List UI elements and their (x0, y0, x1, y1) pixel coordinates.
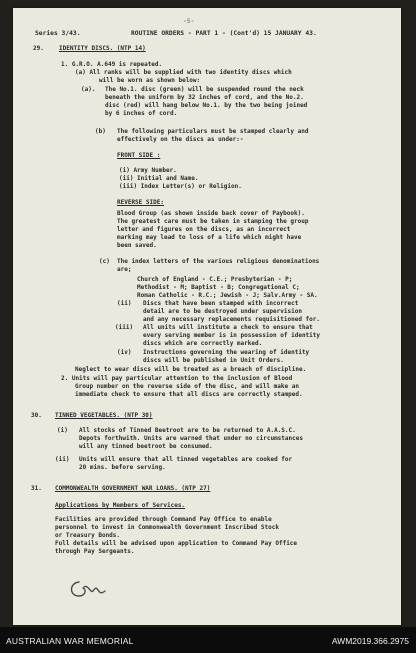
sub-label: (ii) (55, 456, 70, 463)
document-page (13, 8, 401, 625)
paragraph-line: immediate check to ensure that all discs are correctly stamped. (75, 391, 303, 398)
denomination-line: Methodist - M; Baptist - B; Congregational C; (137, 284, 300, 291)
subheading-reverse-side: REVERSE SIDE: (117, 199, 164, 206)
paragraph-line: All units will institute a check to ensure that (143, 324, 313, 331)
series-label: Series 3/43. (35, 30, 81, 37)
paragraph-line: The following particulars must be stamped clearly and (117, 128, 309, 135)
subheading-front-side: FRONT SIDE : (117, 152, 161, 159)
paragraph-line: Full details will be advised upon application to Command Pay Office (55, 540, 298, 547)
paragraph-line: (a) All ranks will be supplied with two identity discs which (75, 69, 292, 76)
paragraph-line: Depots forthwith. Units are warned that under no circumstances (79, 435, 303, 442)
paragraph-line: will be worn as shown below: (99, 77, 201, 84)
archive-name: AUSTRALIAN WAR MEMORIAL (6, 636, 134, 646)
archive-footer (0, 627, 416, 653)
sub-label: (i) (57, 427, 68, 434)
paragraph-line: 20 mins. before serving. (79, 464, 166, 471)
paragraph-line: 1. G.R.O. A.649 is repeated. (61, 61, 163, 68)
sub-label: (a). (81, 86, 96, 93)
section-heading: TINNED VEGETABLES. (NTP 30) (55, 412, 153, 419)
document-title: ROUTINE ORDERS - PART 1 - (Cont'd) 15 JANUARY 43. (131, 30, 317, 37)
paragraph-line: detail are to be destroyed under supervision (143, 308, 302, 315)
section-number: 29. (33, 45, 44, 52)
page-number: -5- (183, 18, 195, 25)
paragraph-line: beneath the uniform by 32 inches of cord, and the No.2. (105, 94, 304, 101)
paragraph-line: and any necessary replacements requisitioned for. (143, 316, 321, 323)
sub-label: (ii) (117, 300, 132, 307)
section-number: 30. (31, 412, 42, 419)
paragraph-line: disc (red) will hang below No.1. by the two being joined (105, 102, 308, 109)
paragraph-line: The No.1. disc (green) will be suspended round the neck (105, 86, 304, 93)
denomination-line: Church of England - C.E.; Presbyterian - P; (137, 276, 293, 283)
paragraph-line: Facilities are provided through Command Pay Office to enable (55, 516, 272, 523)
paragraph-line: Blood Group (as shown inside back cover of Paybook). (117, 210, 305, 217)
sub-label: (iv) (117, 349, 132, 356)
paragraph-line: All stocks of Tinned Beetroot are to be returned to A.A.S.C. (79, 427, 296, 434)
paragraph-line: The index letters of the various religious denominations (117, 258, 320, 265)
sub-label: (b) (95, 128, 106, 135)
handwritten-signature (65, 578, 113, 600)
section-heading: COMMONWEALTH GOVERNMENT WAR LOANS. (NTP 27) (55, 485, 211, 492)
paragraph-line: Group number on the reverse side of the disc, and will make an (75, 383, 299, 390)
paragraph-line: Discs that have been stamped with incorrect (143, 300, 299, 307)
paragraph-line: discs which are correctly marked. (143, 340, 263, 347)
paragraph-line: been saved. (117, 242, 157, 249)
paragraph-line: letter and figures on the discs, as an incorrect (117, 226, 291, 233)
paragraph-line: discs will be published in Unit Orders. (143, 357, 284, 364)
paragraph-line: personnel to invest in Commonwealth Government Inscribed Stock (55, 524, 279, 531)
paragraph-line: The greatest care must be taken in stamping the group (117, 218, 309, 225)
paragraph-line: Neglect to wear discs will be treated as a breach of discipline. (75, 366, 307, 373)
denomination-line: Roman Catholic - R.C.; Jewish - J; Salv.Army - SA. (137, 292, 318, 299)
list-item: (ii) Initial and Name. (119, 175, 199, 182)
paragraph-line: by 6 inches of cord. (105, 110, 178, 117)
section-number: 31. (31, 485, 42, 492)
list-item: (iii) Index Letter(s) or Religion. (119, 183, 242, 190)
list-item: (i) Army Number. (119, 167, 177, 174)
paragraph-line: effectively on the discs as under:- (117, 136, 244, 143)
paragraph-line: every serving member is in possession of identity (143, 332, 321, 339)
sub-label: (iii) (115, 324, 134, 331)
paragraph-line: will any tinned beetroot be consumed. (79, 443, 213, 450)
paragraph-line: 2. Units will pay particular attention to the inclusion of Blood (61, 375, 293, 382)
paragraph-line: Instructions governing the wearing of identity (143, 349, 310, 356)
section-heading: IDENTITY DISCS. (NTP 14) (59, 45, 146, 52)
paragraph-line: marking may lead to loss of a life which might have (117, 234, 302, 241)
subheading: Applications by Members of Services. (55, 502, 186, 509)
paragraph-line: or Treasury Bonds. (55, 532, 121, 539)
archive-reference: AWM2019.366.2975 (331, 636, 409, 646)
paragraph-line: Units will ensure that all tinned vegetables are cooked for (79, 456, 293, 463)
paragraph-line: are; (117, 266, 132, 273)
sub-label: (c) (99, 258, 110, 265)
paragraph-line: through Pay Sergeants. (55, 548, 135, 555)
